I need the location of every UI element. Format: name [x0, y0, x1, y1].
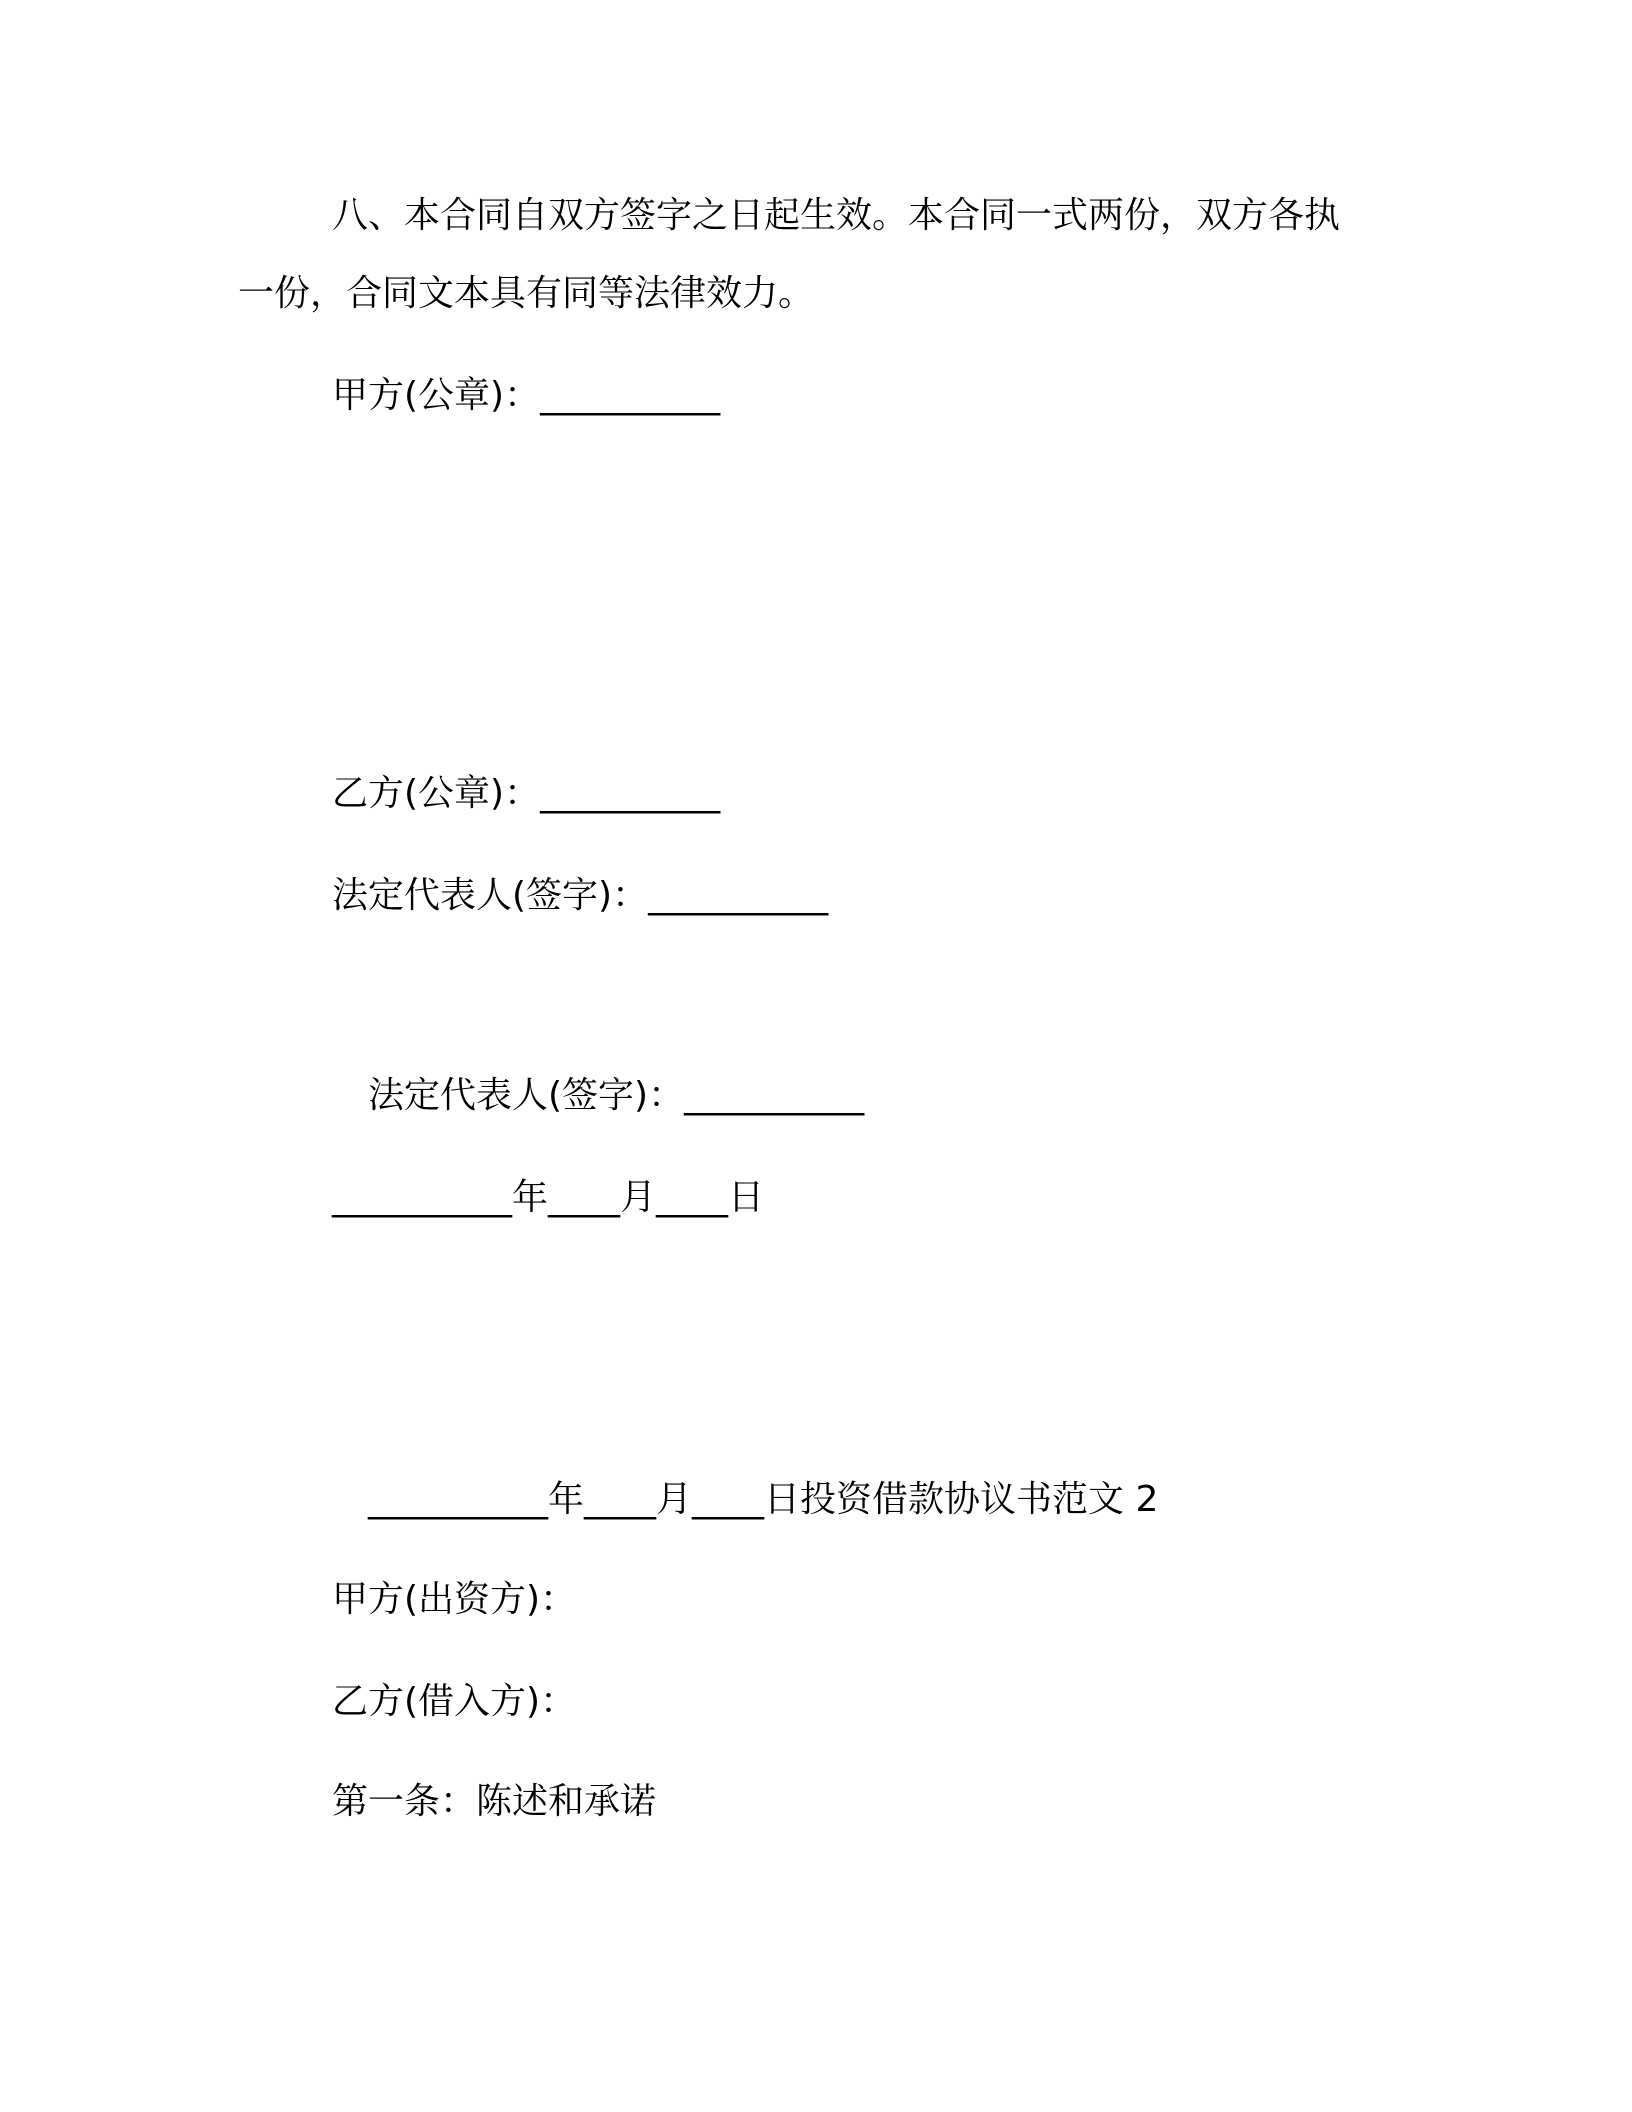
party-a-seal-line: 甲方(公章)：__________: [332, 375, 721, 416]
party-b-seal-line: 乙方(公章)：__________: [332, 773, 721, 814]
clause-8-line-2: 一份，合同文本具有同等法律效力。: [238, 273, 815, 314]
agreement-title-line: __________年____月____日投资借款协议书范文 2: [368, 1479, 1159, 1520]
legal-rep-signature-line-indented: 法定代表人(签字)：__________: [368, 1075, 865, 1116]
party-a-investor-line: 甲方(出资方)：: [332, 1579, 577, 1620]
party-b-borrower-line: 乙方(借入方)：: [332, 1681, 577, 1722]
article-1-heading: 第一条：陈述和承诺: [332, 1781, 657, 1822]
date-line: __________年____月____日: [332, 1177, 764, 1218]
legal-rep-signature-line: 法定代表人(签字)：__________: [332, 875, 829, 916]
clause-8-line-1: 八、本合同自双方签字之日起生效。本合同一式两份，双方各执: [332, 195, 1341, 236]
